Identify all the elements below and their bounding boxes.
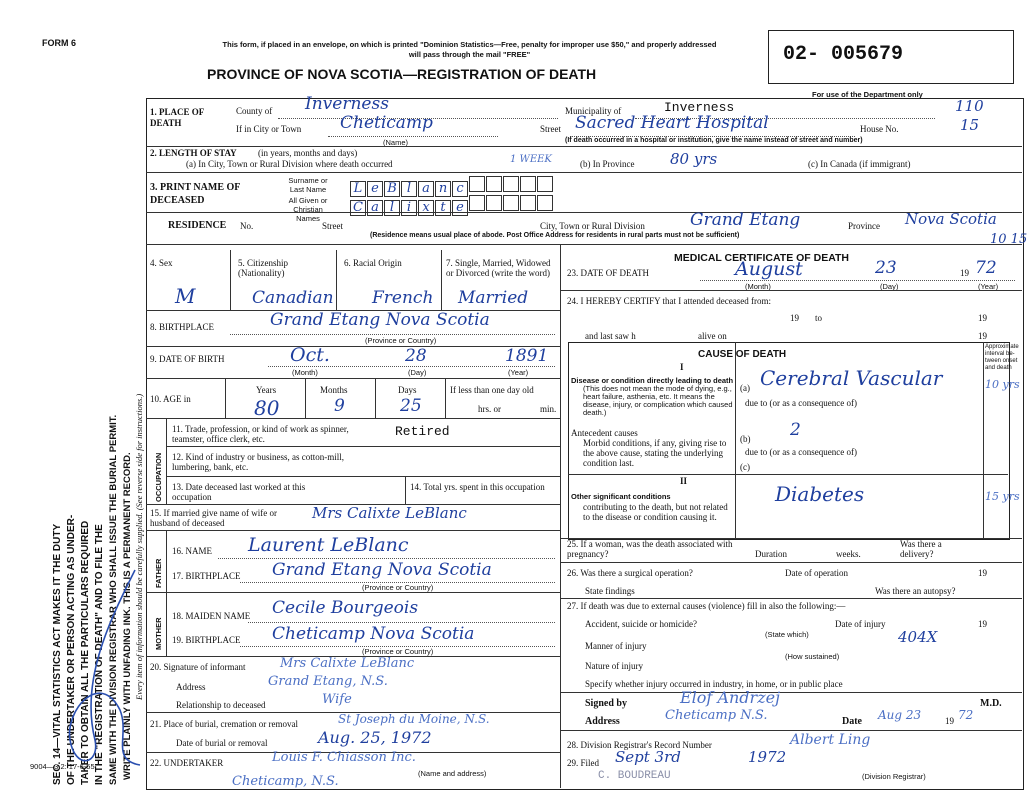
label-state-findings: State findings — [585, 586, 635, 596]
label-other-sig: Other significant conditions — [571, 492, 671, 501]
label-undertaker: 22. UNDERTAKER — [150, 758, 224, 768]
value-sex: M — [175, 284, 196, 308]
label-op-19: 19 — [978, 568, 987, 578]
label-informant-address: Address — [176, 682, 206, 692]
label-res-street: Street — [322, 221, 343, 231]
label-citizenship: 5. Citizenship (Nationality) — [238, 258, 288, 278]
divider-r3 — [560, 562, 1022, 563]
label-trade: 11. Trade, profession, or kind of work as spinner, teamster, office clerk, etc. — [172, 424, 349, 444]
label-name-address: (Name and address) — [418, 769, 487, 778]
label-autopsy: Was there an autopsy? — [875, 586, 956, 596]
label-manner: Manner of injury — [585, 641, 647, 651]
label-alive-on: alive on — [698, 331, 727, 341]
label-months: Months — [320, 385, 348, 395]
surname-letter-cell: B — [384, 181, 400, 197]
cause-of-death-title: CAUSE OF DEATH — [698, 349, 787, 360]
surname-letter-cell — [537, 176, 553, 192]
given-letter-cell: i — [401, 200, 417, 216]
value-county: Inverness — [305, 94, 389, 114]
value-sign-date: Aug 23 — [878, 708, 922, 722]
label-cert-19a: 19 — [790, 313, 799, 323]
label-roman-ii: II — [680, 476, 688, 486]
label-name-small: (Name) — [383, 138, 409, 147]
label-dob-year: (Year) — [508, 368, 529, 377]
value-dob-day: 28 — [405, 346, 427, 366]
label-municipality-of: Municipality of — [565, 106, 622, 116]
divider-9 — [166, 446, 560, 447]
registration-number-box — [768, 30, 1014, 84]
label-last-saw: and last saw h — [585, 331, 636, 341]
label-res-city: City, Town or Rural Division — [540, 221, 645, 231]
label-md: M.D. — [980, 698, 1002, 709]
label-interval: Approximate interval be-tween onset and death — [985, 344, 1019, 371]
value-citizenship: Canadian — [252, 288, 334, 308]
given-letter-cell: l — [384, 200, 400, 216]
value-margin-right: 10 15 — [990, 232, 1028, 247]
mother-side-label: MOTHER — [154, 617, 163, 650]
label-date-injury: Date of injury — [835, 619, 886, 629]
value-stay-city: 1 WEEK — [510, 154, 552, 165]
divider-12 — [146, 530, 560, 531]
side-notice-5: SAME WITH THE DIVISION REGISTRAR WHO SHALL ISSUE THE BURIAL PERMIT. — [108, 414, 119, 785]
divider-7 — [146, 378, 560, 379]
label-last-worked: 13. Date deceased last worked at this occupation — [172, 482, 306, 502]
side-notice-7: Every item of information should be carefully supplied. (See reverse side for instructions.) — [134, 393, 144, 700]
registration-number: 02- 005679 — [783, 43, 904, 66]
label-operation: 26. Was there a surgical operation? — [567, 568, 693, 578]
label-min: min. — [540, 404, 557, 414]
label-length-of-stay: 2. LENGTH OF STAY — [150, 148, 237, 158]
value-dob-year: 1891 — [505, 346, 549, 366]
value-city-town: Cheticamp — [340, 113, 433, 133]
label-hrs-or: hrs. or — [478, 404, 501, 414]
value-father-name: Laurent LeBlanc — [248, 534, 409, 556]
given-letter-cell — [486, 195, 502, 211]
label-racial: 6. Racial Origin — [344, 258, 402, 268]
value-sign-address: Cheticamp N.S. — [665, 708, 768, 723]
value-age-years: 80 — [254, 396, 280, 420]
value-res-province: Nova Scotia — [905, 210, 997, 228]
label-duration: Duration — [755, 549, 787, 559]
label-if-in-city: If in City or Town — [236, 124, 302, 134]
value-death-year: 72 — [975, 258, 997, 278]
label-rec-no: 28. Division Registrar's Record Number — [567, 740, 712, 750]
label-b: (b) — [740, 434, 751, 444]
label-age: 10. AGE in — [150, 394, 191, 404]
divider-3 — [146, 212, 1022, 213]
given-letter-cell: x — [418, 200, 434, 216]
value-sign-year: 72 — [958, 708, 974, 722]
dept-use-note: For use of the Department only — [812, 90, 923, 99]
value-burial-date: Aug. 25, 1972 — [318, 728, 432, 747]
label-how: (How sustained) — [785, 652, 840, 661]
label-specify: Specify whether injury occurred in industry, in home, or in public place — [585, 679, 843, 689]
dob-line — [268, 366, 555, 367]
side-notice-1: SEC. 14—VITAL STATISTICS ACT MAKES IT THE DUTY — [52, 523, 63, 785]
value-house-no: 15 — [960, 116, 980, 134]
label-sex: 4. Sex — [150, 258, 173, 268]
label-due-to-2: due to (or as a consequence of) — [745, 447, 857, 457]
label-a: (a) — [740, 383, 750, 393]
value-other-interval: 15 yrs — [985, 490, 1020, 503]
label-in-city-line: (a) In City, Town or Rural Division where death occurred — [186, 159, 393, 169]
value-age-days: 25 — [400, 396, 422, 416]
label-external: 27. If death was due to external causes (violence) fill in also the following:— — [567, 601, 846, 611]
label-single: 7. Single, Married, Widowed or Divorced (write the word) — [446, 258, 551, 278]
label-in-province: (b) In Province — [580, 159, 635, 169]
value-wife: Mrs Calixte LeBlanc — [312, 504, 467, 522]
label-cert-to: to — [815, 313, 823, 323]
side-notice-2: OF THE UNDERTAKER OR PERSON ACTING AS UNDER- — [66, 514, 77, 785]
cause-col-2 — [983, 342, 984, 538]
label-div-reg: (Division Registrar) — [862, 772, 926, 781]
label-roman-i: I — [680, 362, 684, 372]
label-county-of: County of — [236, 106, 273, 116]
sex-col — [230, 250, 231, 310]
surname-letter-cell — [503, 176, 519, 192]
surname-letter-cell — [520, 176, 536, 192]
value-marital: Married — [458, 288, 529, 308]
label-wife: 15. If married give name of wife or husband of deceased — [150, 508, 277, 528]
value-relationship: Wife — [322, 692, 352, 707]
divider-1 — [146, 146, 1022, 147]
label-death-year: (Year) — [978, 282, 999, 291]
given-letter-cell: e — [452, 200, 468, 216]
given-letter-cell: t — [435, 200, 451, 216]
surname-letter-cell: e — [367, 181, 383, 197]
divider-13 — [146, 592, 560, 593]
value-birthplace: Grand Etang Nova Scotia — [270, 310, 490, 330]
label-disease-directly: Disease or condition directly leading to death — [571, 376, 734, 385]
label-years: Years — [256, 385, 277, 395]
given-letter-cell: C — [350, 200, 366, 216]
label-res-province: Province — [848, 221, 880, 231]
side-notice-6: WRITE PLAINLY WITH UNFADING INK. THIS IS A PERMANENT RECORD. — [122, 452, 133, 780]
mother-line — [248, 622, 555, 623]
label-date-of-death: 23. DATE OF DEATH — [567, 268, 649, 278]
label-prov-country-1: (Province or Country) — [365, 336, 437, 345]
label-accident: Accident, suicide or homicide? — [585, 619, 697, 629]
value-death-month: August — [735, 258, 803, 280]
father-line — [218, 558, 555, 559]
surname-letter-cell — [486, 176, 502, 192]
label-antecedent: Antecedent causes — [571, 428, 638, 438]
value-trade: Retired — [395, 424, 450, 439]
value-burial-place: St Joseph du Moine, N.S. — [338, 712, 490, 726]
label-burial: 21. Place of burial, cremation or removal — [150, 719, 298, 729]
value-racial: French — [372, 288, 434, 308]
label-delivery: Was there a delivery? — [900, 539, 942, 559]
divider-r6 — [560, 730, 1022, 731]
label-other-note: contributing to the death, but not related to the disease or condition causing it. — [583, 502, 728, 522]
value-other: Diabetes — [775, 482, 865, 506]
age-col-1 — [225, 378, 226, 418]
value-cause-b: 2 — [790, 420, 801, 440]
surname-letter-cell: L — [350, 181, 366, 197]
label-date-op: Date of operation — [785, 568, 848, 578]
label-street: Street — [540, 124, 561, 134]
surname-letter-cell: n — [435, 181, 451, 197]
label-relationship: Relationship to deceased — [176, 700, 266, 710]
father-side-label: FATHER — [154, 558, 163, 588]
cit-col — [336, 250, 337, 310]
value-municipality: Inverness — [664, 100, 735, 115]
label-cert-19c: 19 — [978, 331, 987, 341]
value-registrar: C. BOUDREAU — [598, 770, 671, 782]
label-sign-address: Address — [585, 716, 620, 727]
label-length-note: (in years, months and days) — [258, 148, 358, 158]
label-prov-country-2: (Province or Country) — [362, 583, 434, 592]
label-weeks: weeks. — [836, 549, 861, 559]
label-res-no: No. — [240, 221, 254, 231]
value-informant: Mrs Calixte LeBlanc — [280, 656, 415, 671]
label-given: All Given or Christian Names — [288, 196, 328, 223]
side-notice-3: TAKER TO OBTAIN ALL THE PARTICULARS REQUIRED — [80, 520, 91, 785]
col-divider — [560, 244, 561, 788]
label-signed-by: Signed by — [585, 698, 627, 709]
page-title: PROVINCE OF NOVA SCOTIA—REGISTRATION OF DEATH — [207, 66, 597, 82]
label-total-years: 14. Total yrs. spent in this occupation — [410, 482, 545, 492]
hospital-note: (If death occurred in a hospital or institution, give the name instead of street and number) — [565, 137, 863, 144]
given-letter-cell — [537, 195, 553, 211]
label-death-month: (Month) — [745, 282, 771, 291]
value-informant-address: Grand Etang, N.S. — [268, 674, 388, 689]
value-margin-110: 110 — [955, 97, 984, 115]
label-print-name: 3. PRINT NAME OF DECEASED — [150, 182, 240, 206]
given-letter-cell — [469, 195, 485, 211]
value-rec-num: Albert Ling — [790, 732, 871, 748]
age-col-4 — [445, 378, 446, 418]
label-dob-month: (Month) — [292, 368, 318, 377]
birthplace-line — [230, 334, 555, 335]
label-dob: 9. DATE OF BIRTH — [150, 354, 225, 364]
label-antecedent-note: Morbid conditions, if any, giving rise to the above cause, stating the underlying condition last. — [583, 438, 727, 468]
label-burial-date: Date of burial or removal — [176, 738, 268, 748]
label-less-than: If less than one day old — [450, 385, 534, 395]
label-father-birth: 17. BIRTHPLACE — [172, 571, 241, 581]
value-stay-province: 80 yrs — [670, 150, 718, 168]
surname-letter-cell: c — [452, 181, 468, 197]
label-father-name: 16. NAME — [172, 546, 212, 556]
divider-10 — [166, 476, 560, 477]
divider-8 — [146, 418, 560, 419]
label-certify: 24. I HEREBY CERTIFY that I attended deceased from: — [567, 296, 771, 306]
value-mother-maiden: Cecile Bourgeois — [272, 598, 419, 618]
cause-divider — [568, 474, 1008, 475]
label-filed: 29. Filed — [567, 758, 600, 768]
value-res-city: Grand Etang — [690, 210, 801, 230]
label-prov-country-3: (Province or Country) — [362, 647, 434, 656]
label-due-to-1: due to (or as a consequence of) — [745, 398, 857, 408]
divider-6 — [146, 346, 560, 347]
value-interval-a: 10 yrs — [985, 378, 1020, 391]
surname-cells — [350, 176, 554, 197]
value-signed: Elof Andrzej — [680, 688, 781, 707]
label-residence: RESIDENCE — [168, 220, 227, 231]
label-death-day: (Day) — [880, 282, 899, 291]
mother-col — [166, 592, 167, 656]
label-house-no: House No. — [860, 124, 899, 134]
value-father-birth: Grand Etang Nova Scotia — [272, 560, 492, 580]
value-filed-year: 1972 — [748, 748, 787, 766]
cause-col-1 — [735, 342, 736, 538]
label-mother-birth: 19. BIRTHPLACE — [172, 635, 241, 645]
label-informant: 20. Signature of informant — [150, 662, 246, 672]
label-dob-day: (Day) — [408, 368, 427, 377]
race-col — [441, 250, 442, 310]
divider-2 — [146, 172, 1022, 173]
label-birthplace: 8. BIRTHPLACE — [150, 322, 214, 332]
form-number: FORM 6 — [42, 38, 77, 48]
footer-code: 9004—3.2: 17-6-55 — [30, 762, 95, 771]
label-mother-maiden: 18. MAIDEN NAME — [172, 611, 251, 621]
value-death-day: 23 — [875, 258, 897, 278]
label-injury-19: 19 — [978, 619, 987, 629]
divider-r5 — [560, 692, 1022, 693]
surname-letter-cell — [469, 176, 485, 192]
value-cause-a: Cerebral Vascular — [760, 366, 943, 390]
death-line — [700, 280, 1015, 281]
city-line — [328, 136, 498, 137]
value-undertaker: Louis F. Chiasson Inc. — [272, 750, 416, 765]
label-industry: 12. Kind of industry or business, as cotton-mill, lumbering, bank, etc. — [172, 452, 344, 472]
age-col-3 — [375, 378, 376, 418]
label-c: (c) — [740, 462, 750, 472]
divider-r1 — [560, 290, 1022, 291]
father-col — [166, 530, 167, 592]
label-days: Days — [398, 385, 417, 395]
value-mother-birth: Cheticamp Nova Scotia — [272, 624, 475, 644]
occupation-side-label: OCCUPATION — [154, 452, 163, 502]
label-surname: Surname or Last Name — [288, 176, 328, 194]
value-dob-month: Oct. — [290, 344, 330, 366]
label-sign-19: 19 — [945, 716, 954, 726]
residence-note: (Residence means usual place of abode. Post Office Address for residents in rural parts must not be sufficient) — [370, 232, 740, 239]
value-filed-date: Sept 3rd — [615, 748, 681, 766]
label-disease-note: (This does not mean the mode of dying, e.g., heart failure, asthenia, etc. It means the disease, injury, or complication which caused death.) — [583, 384, 733, 417]
label-place-of-death: 1. PLACE OF DEATH — [150, 107, 204, 128]
medical-certificate-title: MEDICAL CERTIFICATE OF DEATH — [674, 252, 849, 264]
value-street: Sacred Heart Hospital — [575, 113, 769, 133]
value-manner-code: 404X — [898, 628, 938, 646]
age-col-2 — [305, 378, 306, 418]
surname-letter-cell: l — [401, 181, 417, 197]
margin-signature-mark — [40, 560, 160, 780]
given-letter-cell — [503, 195, 519, 211]
worked-col — [405, 476, 406, 504]
label-state-which: (State which) — [765, 630, 809, 639]
label-sign-date: Date — [842, 716, 862, 727]
divider-r4 — [560, 598, 1022, 599]
side-notice-4: IN THE "REGISTRATION OF DEATH" AND TO FILE THE — [94, 524, 105, 785]
value-age-months: 9 — [334, 396, 345, 416]
divider-4 — [146, 244, 1022, 245]
mail-notice: This form, if placed in an envelope, on which is printed "Dominion Statistics—Free, penalty for improper use $50," and properly addressed will pass through the mail "FREE" — [222, 40, 717, 59]
label-woman: 25. If a woman, was the death associated with pregnancy? — [567, 539, 733, 559]
value-undertaker-address: Cheticamp, N.S. — [232, 774, 339, 789]
occ-col — [166, 418, 167, 504]
surname-letter-cell: a — [418, 181, 434, 197]
label-in-canada: (c) In Canada (if immigrant) — [808, 159, 911, 169]
label-cert-19b: 19 — [978, 313, 987, 323]
label-nature: Nature of injury — [585, 661, 643, 671]
given-letter-cell: a — [367, 200, 383, 216]
label-death-19: 19 — [960, 268, 969, 278]
given-letter-cell — [520, 195, 536, 211]
